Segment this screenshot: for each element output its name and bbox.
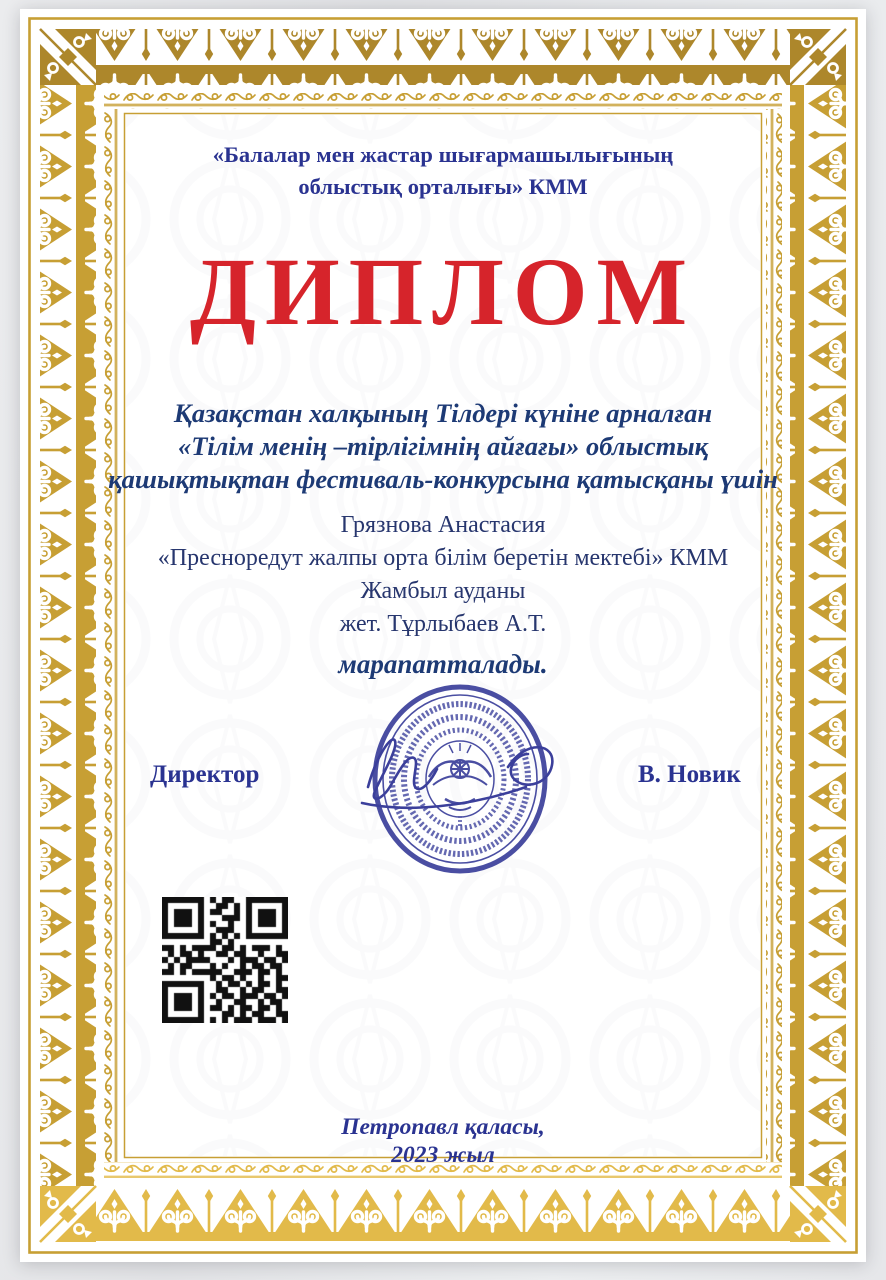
footer-block — [20, 1113, 866, 1169]
certificate-page — [20, 9, 866, 1262]
recipient-name: Грязнова Анастасия — [340, 512, 546, 538]
event-line-2: «Тілім менің –тірлігімнің айғағы» облыстық — [177, 431, 709, 461]
event-line-1: Қазақстан халқының Тілдері күніне арналған — [173, 398, 713, 428]
qr-code — [162, 897, 288, 1023]
director-signature — [358, 727, 573, 819]
recipient-block — [20, 509, 866, 641]
footer-city: Петропавл қаласы, — [341, 1114, 545, 1140]
recipient-school: «Пресноредут жалпы орта білім беретін мектебі» КММ — [157, 545, 729, 571]
footer-year: 2023 жыл — [391, 1142, 495, 1168]
organization-line-2: облыстық орталығы» КММ — [298, 174, 588, 199]
recipient-district: Жамбыл ауданы — [360, 578, 526, 604]
director-label: Директор — [150, 761, 260, 788]
organization-name — [20, 139, 866, 203]
event-line-3: қашықтықтан фестиваль-конкурсына қатысқаны үшін — [108, 464, 778, 494]
award-text: марапатталады. — [338, 649, 548, 679]
diploma-title: ДИПЛОМ — [189, 238, 697, 345]
organization-line-1: «Балалар мен жастар шығармашылығының — [212, 142, 674, 167]
director-name: В. Новик — [638, 761, 741, 788]
event-description — [20, 397, 866, 496]
certificate-content — [20, 9, 866, 1262]
recipient-teacher: жет. Тұрлыбаев А.Т. — [339, 611, 547, 637]
